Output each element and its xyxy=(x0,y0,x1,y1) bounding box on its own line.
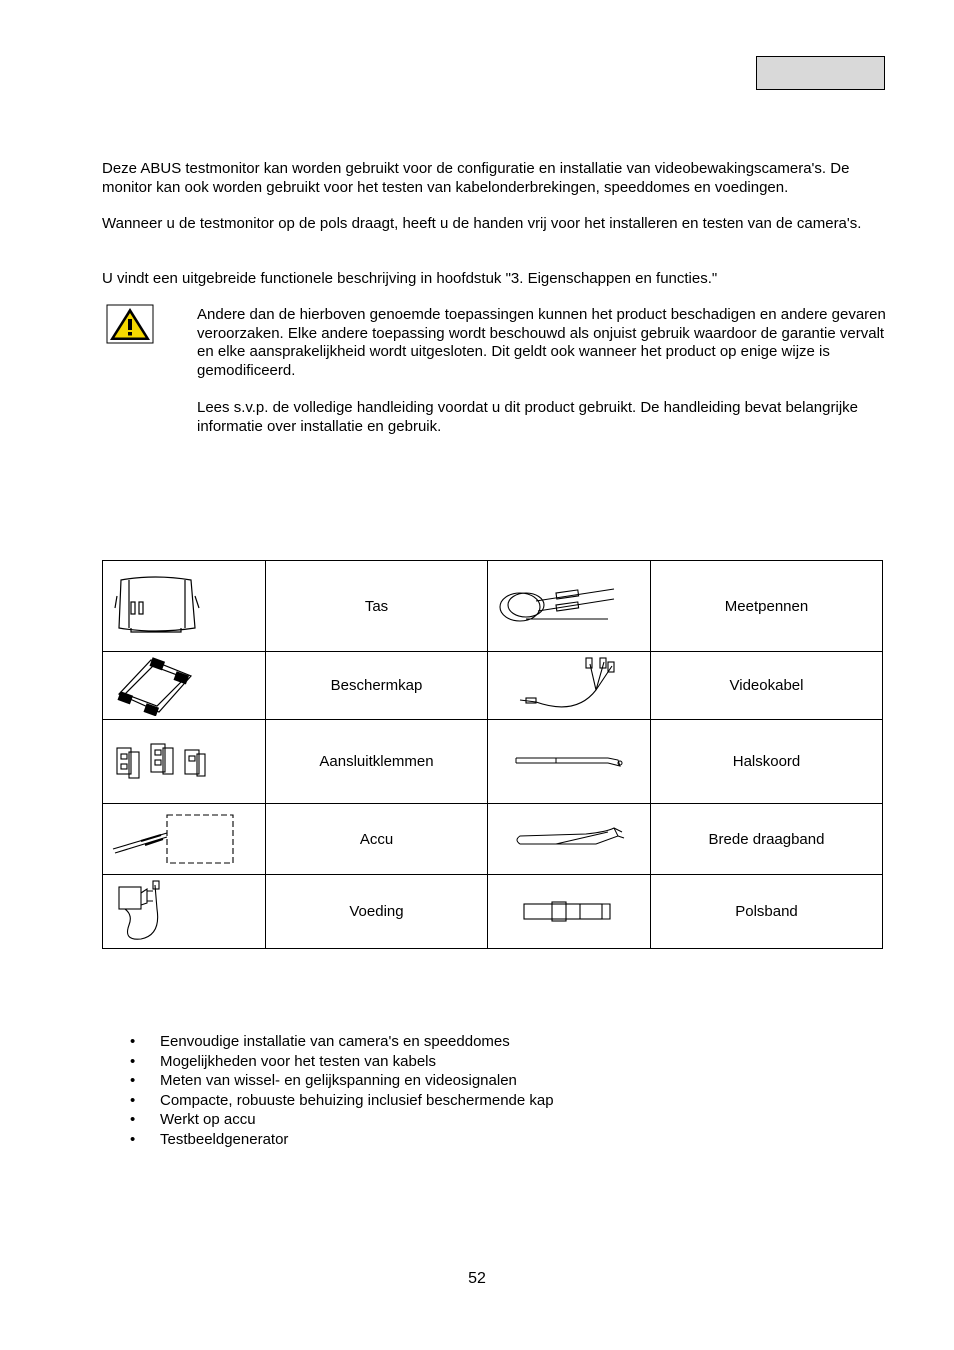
protective-cover-icon xyxy=(111,656,195,716)
table-cell: Polsband xyxy=(651,875,883,949)
table-cell-image xyxy=(488,720,651,804)
table-cell-image xyxy=(488,652,651,720)
table-cell: Halskoord xyxy=(651,720,883,804)
video-cable-icon xyxy=(496,656,616,716)
list-item xyxy=(102,1052,554,1072)
bullet-icon: • xyxy=(130,1072,136,1089)
bullet-icon: • xyxy=(130,1033,136,1050)
list-item-text: Testbeeldgenerator xyxy=(160,1130,289,1148)
table-cell-image xyxy=(103,652,266,720)
intro-paragraph-2: Wanneer u de testmonitor op de pols draagt, heeft u de handen vrij voor het installeren en testen van de camera's. xyxy=(102,215,862,232)
table-cell-image xyxy=(103,561,266,652)
table-cell: Beschermkap xyxy=(266,652,488,720)
warning-triangle-icon xyxy=(106,304,154,344)
table-row xyxy=(103,804,883,875)
table-cell: Brede draagband xyxy=(651,804,883,875)
table-row xyxy=(103,720,883,804)
table-cell: Accu xyxy=(266,804,488,875)
table-cell: Meetpennen xyxy=(651,561,883,652)
list-item xyxy=(102,1130,554,1150)
bullet-icon: • xyxy=(130,1091,136,1109)
table-cell: Voeding xyxy=(266,875,488,949)
table-cell-image xyxy=(103,875,266,949)
table-cell: Aansluitklemmen xyxy=(266,720,488,804)
language-tab-box xyxy=(756,56,885,90)
table-cell-image xyxy=(488,804,651,875)
neck-strap-icon xyxy=(496,752,626,772)
table-cell-image xyxy=(488,875,651,949)
feature-list xyxy=(102,1032,554,1149)
list-item-text: Mogelijkheden voor het testen van kabels xyxy=(160,1052,437,1070)
bullet-icon: • xyxy=(130,1052,136,1070)
table-cell-image xyxy=(103,804,266,875)
list-item xyxy=(102,1110,554,1130)
test-probes-icon xyxy=(496,581,616,631)
wrist-strap-icon xyxy=(496,900,616,924)
list-item-text: Compacte, robuuste behuizing inclusief beschermende kap xyxy=(160,1091,554,1109)
table-cell: Videokabel xyxy=(651,652,883,720)
list-item-text: Meten van wissel- en gelijkspanning en videosignalen xyxy=(160,1072,517,1089)
intro-paragraph-1: Deze ABUS testmonitor kan worden gebruikt voor de configuratie en installatie van videobewakingscamera's. De monitor kan ook worden gebruikt voor het testen van kabelonderbrekingen, speeddomes en voedingen. xyxy=(102,160,850,196)
list-item xyxy=(102,1071,554,1091)
carrying-strap-icon xyxy=(496,826,626,852)
list-item xyxy=(102,1091,554,1111)
intro-paragraph-3: U vindt een uitgebreide functionele beschrijving in hoofdstuk "3. Eigenschappen en functies." xyxy=(102,270,718,287)
table-row xyxy=(103,652,883,720)
bullet-icon: • xyxy=(130,1130,136,1148)
list-item xyxy=(102,1032,554,1052)
bag-icon xyxy=(111,574,201,638)
table-cell-image xyxy=(103,720,266,804)
table-row xyxy=(103,561,883,652)
bullet-icon: • xyxy=(130,1111,136,1128)
page-number: 52 xyxy=(468,1270,486,1287)
list-item-text: Werkt op accu xyxy=(160,1111,256,1128)
power-adapter-icon xyxy=(111,879,171,945)
warning-paragraph-1: Andere dan de hierboven genoemde toepassingen kunnen het product beschadigen en andere gevaren veroorzaken. Elke andere toepassing wordt beschouwd als onjuist gebruik waardoor de garantie vervalt en elke aansprakelijkheid wordt uitgesloten. Dit geldt ook wanneer het product op enige wijze is gemodificeerd. xyxy=(197,306,886,379)
table-cell: Tas xyxy=(266,561,488,652)
table-row xyxy=(103,875,883,949)
terminal-clamps-icon xyxy=(111,740,211,784)
scope-of-delivery-table xyxy=(102,560,883,949)
battery-icon xyxy=(111,811,241,867)
table-cell-image xyxy=(488,561,651,652)
list-item-text: Eenvoudige installatie van camera's en speeddomes xyxy=(160,1033,510,1050)
warning-paragraph-2: Lees s.v.p. de volledige handleiding voordat u dit product gebruikt. De handleiding bevat belangrijke informatie over installatie en gebruik. xyxy=(197,399,858,435)
